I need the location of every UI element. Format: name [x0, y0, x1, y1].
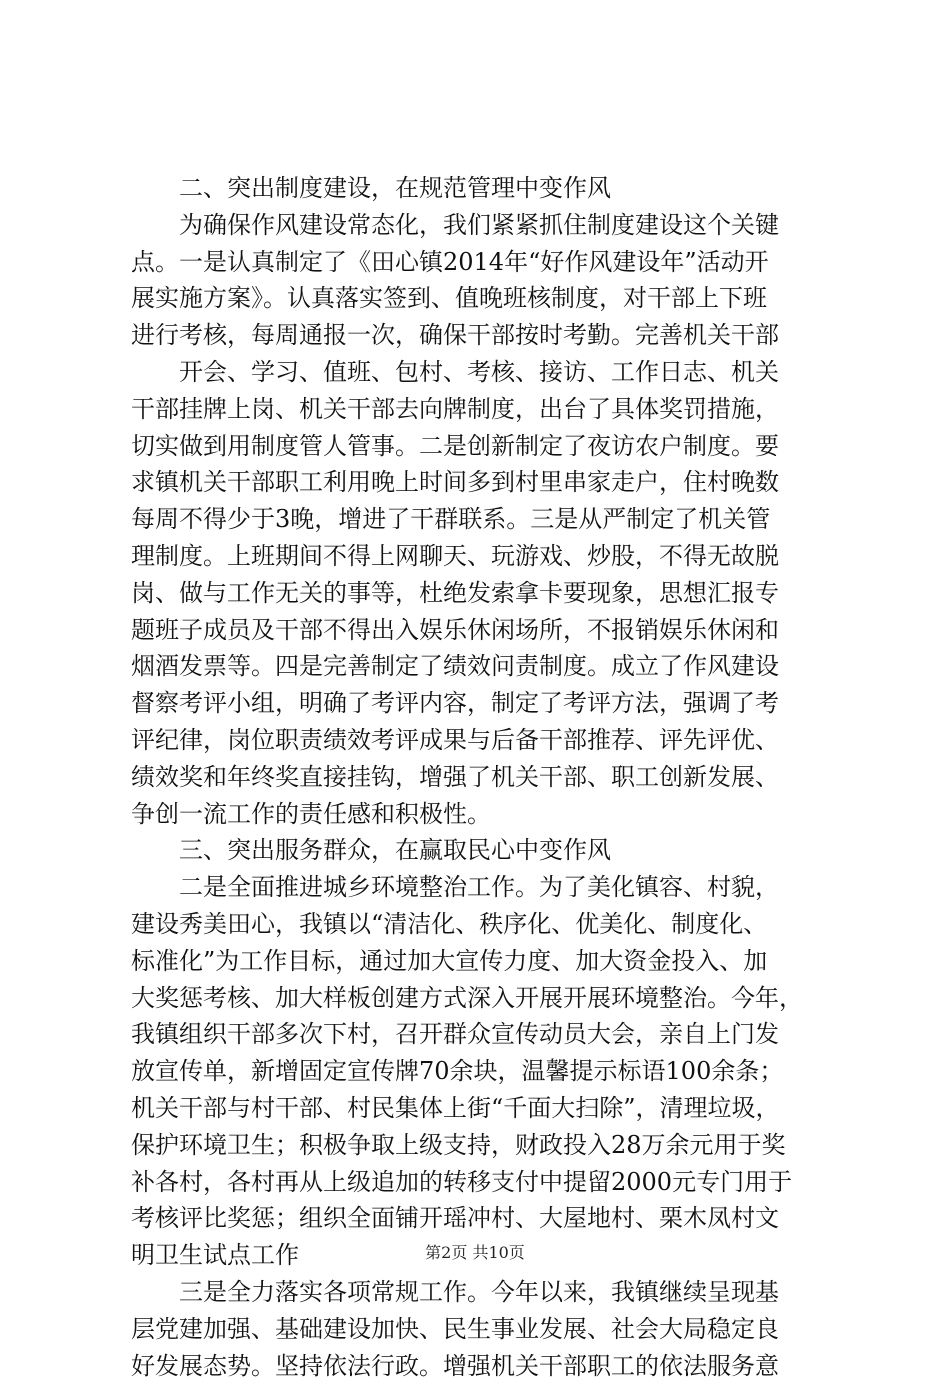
paragraph-line: 二是全面推进城乡环境整治工作。为了美化镇容、村貌，	[131, 869, 831, 906]
paragraph-line: 标准化”为工作目标，通过加大宣传力度、加大资金投入、加	[131, 943, 831, 980]
paragraph-line: 烟酒发票等。四是完善制定了绩效问责制度。成立了作风建设	[131, 648, 831, 685]
section-heading-2: 二、突出制度建设，在规范管理中变作风	[131, 170, 831, 207]
paragraph-line: 进行考核，每周通报一次，确保干部按时考勤。完善机关干部	[131, 317, 831, 354]
paragraph-line: 督察考评小组，明确了考评内容，制定了考评方法，强调了考	[131, 685, 831, 722]
paragraph-line: 展实施方案》。认真落实签到、值晚班核制度，对干部上下班	[131, 280, 831, 317]
paragraph-line: 为确保作风建设常态化，我们紧紧抓住制度建设这个关键	[131, 207, 831, 244]
paragraph-line: 开会、学习、值班、包村、考核、接访、工作日志、机关	[131, 354, 831, 391]
paragraph-line: 每周不得少于3晚，增进了干群联系。三是从严制定了机关管	[131, 501, 831, 538]
paragraph-line: 大奖惩考核、加大样板创建方式深入开展开展环境整治。今年，	[131, 980, 831, 1017]
paragraph-line: 三是全力落实各项常规工作。今年以来，我镇继续呈现基	[131, 1274, 831, 1311]
page-footer: 第2页 共10页	[0, 1243, 950, 1263]
paragraph-line: 争创一流工作的责任感和积极性。	[131, 796, 831, 833]
paragraph-line: 考核评比奖惩；组织全面铺开瑶冲村、大屋地村、栗木凤村文	[131, 1200, 831, 1237]
paragraph-line: 明卫生试点工作	[131, 1237, 831, 1274]
paragraph-line: 我镇组织干部多次下村，召开群众宣传动员大会，亲自上门发	[131, 1016, 831, 1053]
paragraph-line: 好发展态势。坚持依法行政。增强机关干部职工的依法服务意	[131, 1348, 831, 1384]
paragraph-line: 绩效奖和年终奖直接挂钩，增强了机关干部、职工创新发展、	[131, 759, 831, 796]
paragraph-line: 岗、做与工作无关的事等，杜绝发索拿卡要现象，思想汇报专	[131, 575, 831, 612]
document-body	[131, 170, 831, 1384]
section-heading-3: 三、突出服务群众，在赢取民心中变作风	[131, 832, 831, 869]
paragraph-line: 切实做到用制度管人管事。二是创新制定了夜访农户制度。要	[131, 428, 831, 465]
paragraph-line: 层党建加强、基础建设加快、民生事业发展、社会大局稳定良	[131, 1311, 831, 1348]
paragraph-line: 放宣传单，新增固定宣传牌70余块，温馨提示标语100余条；	[131, 1053, 831, 1090]
paragraph-line: 补各村，各村再从上级追加的转移支付中提留2000元专门用于	[131, 1164, 831, 1201]
paragraph-line: 机关干部与村干部、村民集体上街“千面大扫除”，清理垃圾，	[131, 1090, 831, 1127]
paragraph-line: 建设秀美田心，我镇以“清洁化、秩序化、优美化、制度化、	[131, 906, 831, 943]
paragraph-line: 题班子成员及干部不得出入娱乐休闲场所，不报销娱乐休闲和	[131, 612, 831, 649]
paragraph-line: 理制度。上班期间不得上网聊天、玩游戏、炒股，不得无故脱	[131, 538, 831, 575]
paragraph-line: 求镇机关干部职工利用晚上时间多到村里串家走户，住村晚数	[131, 464, 831, 501]
paragraph-line: 点。一是认真制定了《田心镇2014年“好作风建设年”活动开	[131, 244, 831, 281]
paragraph-line: 保护环境卫生；积极争取上级支持，财政投入28万余元用于奖	[131, 1127, 831, 1164]
paragraph-line: 评纪律，岗位职责绩效考评成果与后备干部推荐、评先评优、	[131, 722, 831, 759]
paragraph-line: 干部挂牌上岗、机关干部去向牌制度，出台了具体奖罚措施，	[131, 391, 831, 428]
